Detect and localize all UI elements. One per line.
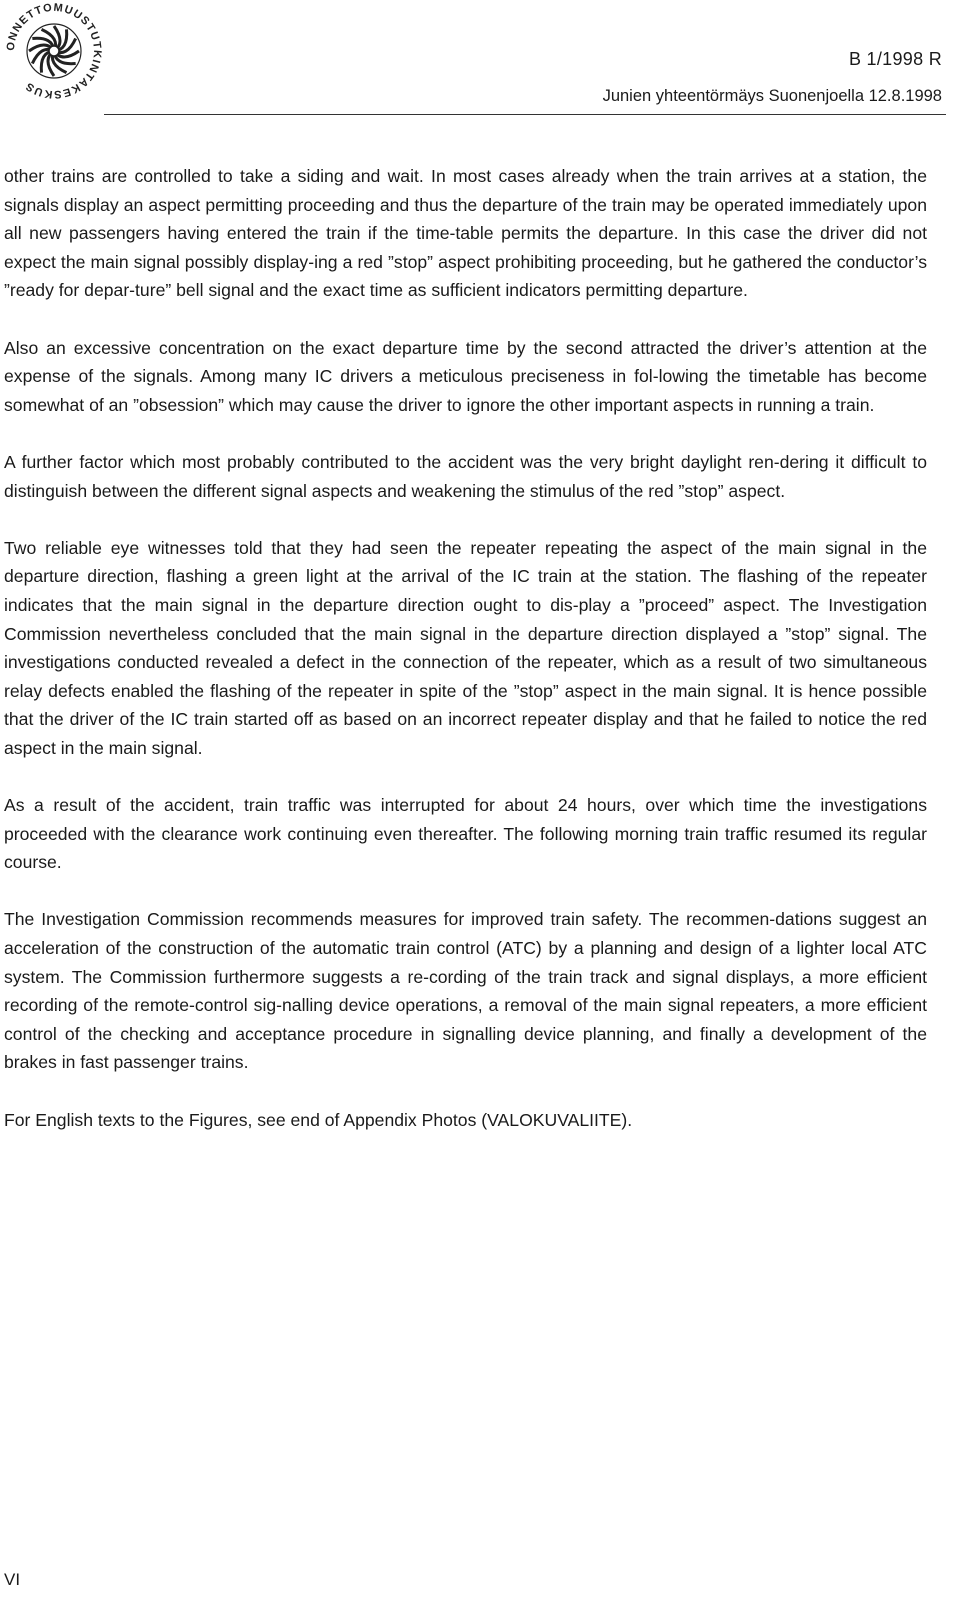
- paragraph: other trains are controlled to take a siding and wait. In most cases already when the train arrives at a station, the signals display an aspect permitting proceeding and thus the departure of the train may be operated immediately upon all new passengers having entered the train if the time-table permits the departure. In this case the driver did not expect the main signal possibly display-ing a red ”stop” aspect prohibiting proceeding, but he gathered the conductor’s ”ready for depar-ture” bell signal and the exact time as sufficient indicators permitting departure.: [4, 166, 927, 301]
- document-header: [603, 48, 942, 106]
- paragraph: Also an excessive concentration on the exact departure time by the second attracted the driver’s attention at the expense of the signals. Among many IC drivers a meticulous preciseness in fol-lowing the timetable has become somewhat of an ”obsession” which may cause the driver to ignore the other important aspects in running a train.: [4, 337, 927, 415]
- page-number: VI: [4, 1570, 21, 1589]
- agency-logo-emblem: [2, 2, 106, 100]
- svg-text:ONNETTOMUUSTUTKINTAKESKUS: ONNETTOMUUSTUTKINTAKESKUS: [4, 2, 104, 100]
- agency-logo: [2, 2, 106, 100]
- document-code: B 1/1998 R: [848, 49, 942, 69]
- document-subtitle: Junien yhteentörmäys Suonenjoella 12.8.1998: [602, 87, 942, 105]
- paragraph: For English texts to the Figures, see end of Appendix Photos (VALOKUVALIITE).: [4, 1109, 633, 1130]
- paragraph: The Investigation Commission recommends measures for improved train safety. The recommen-dations suggest an acceleration of the construction of the automatic train control (ATC) by a planning and design of a lighter local ATC system. The Commission furthermore suggests a re-cording of the train track and signal displays, a more efficient recording of the remote-control sig-nalling device operations, a removal of the main signal repeaters, a more efficient control of the checking and acceptance procedure in signalling device planning, and finally a development of the brakes in fast passenger trains.: [4, 909, 927, 1073]
- paragraph: A further factor which most probably contributed to the accident was the very bright daylight ren-dering it difficult to distinguish between the different signal aspects and weakening the stimulus of the red ”stop” aspect.: [4, 451, 927, 501]
- header-rule: [104, 114, 946, 115]
- paragraph: As a result of the accident, train traffic was interrupted for about 24 hours, over which time the investigations proceeded with the clearance work continuing even thereafter. The following morning train traffic resumed its regular course.: [4, 795, 927, 873]
- paragraph: Two reliable eye witnesses told that they had seen the repeater repeating the aspect of the main signal in the departure direction, flashing a green light at the arrival of the IC train at the station. The flashing of the repeater indicates that the main signal in the departure direction ought to dis-play a ”proceed” aspect. The Investigation Commission nevertheless concluded that the main signal in the departure direction displayed a ”stop” signal. The investigations conducted revealed a defect in the connection of the repeater, which as a result of two simultaneous relay defects enabled the flashing of the repeater in spite of the ”stop” aspect in the main signal. It is hence possible that the driver of the IC train started off as based on an incorrect repeater display and that he failed to notice the red aspect in the main signal.: [4, 537, 927, 758]
- body-text: [4, 162, 927, 1163]
